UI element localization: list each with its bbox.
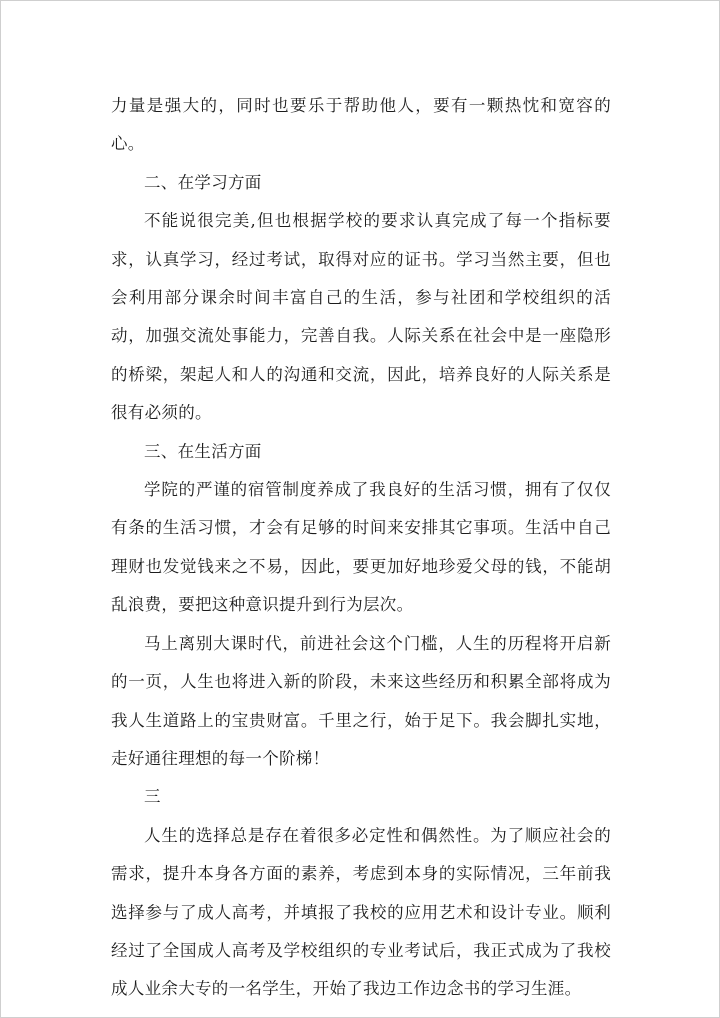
document-body [111, 87, 611, 1009]
paragraph-future: 马上离别大课时代，前进社会这个门槛，人生的历程将开启新的一页，人生也将进入新的阶段，未来这些经历和积累全部将成为我人生道路上的宝贵财富。千里之行，始于足下。我会脚扎实地，走好通往理想的每一个阶梯！ [111, 633, 611, 768]
section-heading-study: 二、在学习方面 [144, 172, 262, 192]
section-number-three: 三 [144, 787, 161, 807]
paragraph-choice: 人生的选择总是存在着很多必定性和偶然性。为了顺应社会的需求，提升本身各方面的素养，考虑到本身的实际情况，三年前我选择参与了成人高考，并填报了我校的应用艺术和设计专业。顺利经过了全国成人高考及学校组织的专业考试后，我正式成为了我校成人业余大专的一名学生，开始了我边工作边念书的学习生涯。 [111, 825, 611, 999]
paragraph-continued: 力量是强大的，同时也要乐于帮助他人，要有一颗热忱和宽容的心。 [111, 96, 611, 154]
section-heading-life: 三、在生活方面 [144, 441, 262, 461]
paragraph-life: 学院的严谨的宿管制度养成了我良好的生活习惯，拥有了仅仅有条的生活习惯，才会有足够的时间来安排其它事项。生活中自己理财也发觉钱来之不易，因此，要更加好地珍爱父母的钱，不能胡乱浪费，要把这种意识提升到行为层次。 [111, 480, 611, 615]
paragraph-study: 不能说很完美,但也根据学校的要求认真完成了每一个指标要求，认真学习，经过考试，取得对应的证书。学习当然主要，但也会利用部分课余时间丰富自己的生活，参与社团和学校组织的活动，加强交流处事能力，完善自我。人际关系在社会中是一座隐形的桥梁，架起人和人的沟通和交流，因此，培养良好的人际关系是很有必须的。 [111, 211, 611, 423]
